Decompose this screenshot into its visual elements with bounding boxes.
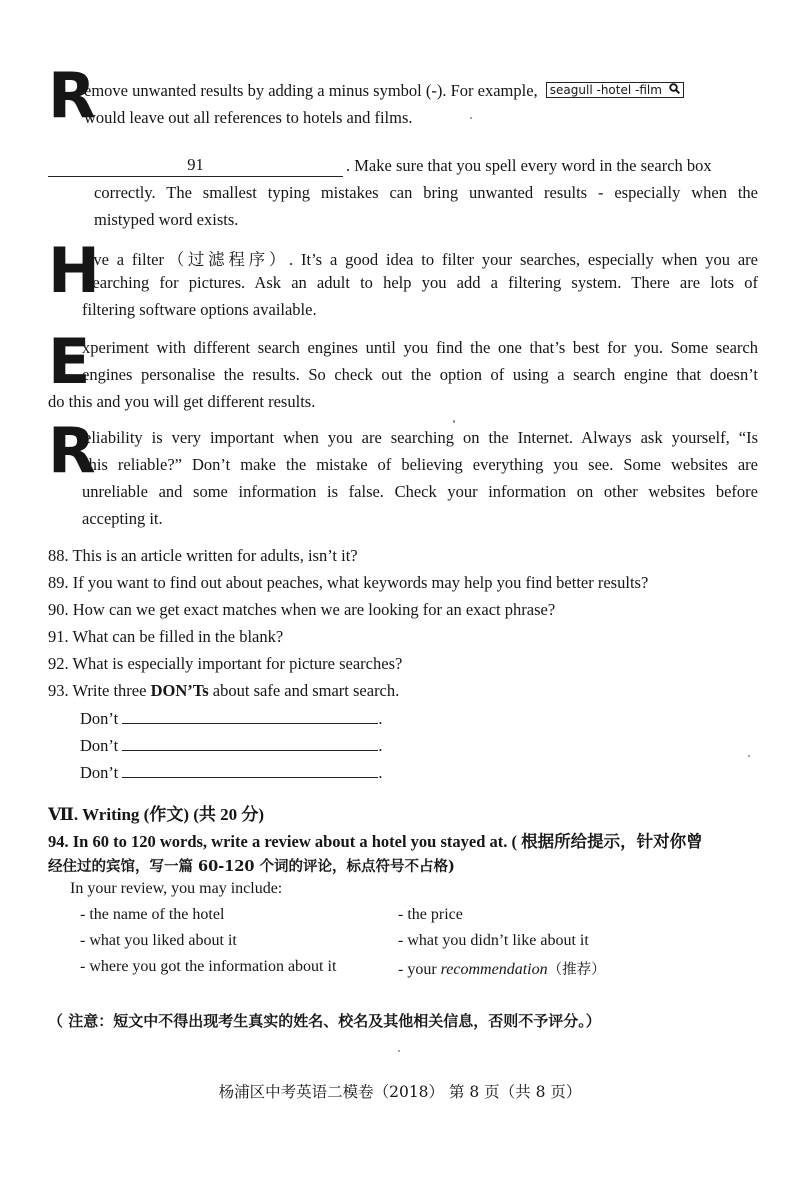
question-number: 93. (48, 681, 69, 700)
dont-answer-3 (80, 763, 382, 783)
dont-label: Don’t (80, 736, 119, 755)
tip-reliability-line3: unreliable and some information is false. Check your information on other websites before (82, 482, 758, 501)
blank-number: 91 (187, 155, 204, 174)
tip-blank-line3: mistyped word exists. (94, 210, 239, 229)
tip-experiment-line2: engines personalise the results. So check out the option of using a search engine that doesn’t (82, 365, 758, 384)
question-88 (48, 546, 358, 566)
question-91 (48, 627, 283, 647)
dont-label: Don’t (80, 763, 119, 782)
question-text: What can be filled in the blank? (72, 627, 284, 646)
writing-intro: In your review, you may include: (70, 880, 283, 897)
question-number: 92. (48, 654, 69, 673)
section-heading-writing: Ⅶ. Writing (作文) (共 20 分) (48, 805, 265, 824)
question-number: 90. (48, 600, 69, 619)
writing-prompt-line1: 94. In 60 to 120 words, write a review about a hotel you stayed at. ( 根据所给提示，针对你曾 (48, 832, 703, 851)
question-text: If you want to find out about peaches, what keywords may help you find better results? (72, 573, 649, 592)
tip-remove-line2: would leave out all references to hotels and films. (84, 108, 413, 127)
tip-reliability-line1: eliability is very important when you are searching on the Internet. Always ask yourself, “Is (84, 428, 758, 447)
drop-cap: R (48, 414, 94, 487)
search-example-text: seagull -hotel -film (549, 83, 662, 97)
scan-speck (398, 1050, 400, 1052)
tip-remove-line1: emove unwanted results by adding a minus symbol (-). For example, (84, 81, 538, 100)
tip-filter-line2: searching for pictures. Ask an adult to help you add a filtering system. There are lots of (86, 273, 758, 292)
tip-right-1: - the price (398, 906, 463, 923)
answer-blank[interactable] (122, 709, 378, 724)
scan-speck (453, 420, 455, 423)
drop-cap: R (48, 59, 94, 132)
scan-speck (470, 117, 472, 119)
question-text: This is an article written for adults, isn’t it? (72, 546, 358, 565)
dont-label: Don’t (80, 709, 119, 728)
question-number: 88. (48, 546, 69, 565)
tip-reliability (48, 414, 758, 535)
question-92 (48, 654, 402, 674)
tip-blank (48, 154, 758, 234)
page-footer: 杨浦区中考英语二模卷（2018） 第 8 页（共 8 页） (218, 1083, 582, 1101)
tip-experiment (48, 325, 758, 419)
writing-prompt-line2: 经住过的宾馆，写一篇 60-120 个词的评论，标点符号不占格) (48, 858, 455, 875)
search-example-box (546, 82, 684, 98)
question-text: What is especially important for picture searches? (72, 654, 403, 673)
drop-cap: H (48, 234, 98, 307)
tip-remove (48, 59, 758, 132)
period: . (378, 736, 383, 755)
period: . (378, 709, 383, 728)
drop-cap: E (48, 325, 89, 398)
tip-experiment-line3: do this and you will get different results. (48, 392, 316, 411)
tip-blank-line1: . Make sure that you spell every word in the search box (346, 156, 712, 175)
tip-left-3: - where you got the information about it (80, 958, 337, 975)
question-number: 89. (48, 573, 69, 592)
tip-left-2: - what you liked about it (80, 932, 237, 949)
writing-notice: （ 注意：短文中不得出现考生真实的姓名、校名及其他相关信息，否则不予评分。） (48, 1012, 601, 1030)
tip-left-1: - the name of the hotel (80, 906, 225, 923)
tip-filter-line1: ave a filter（过滤程序）. It’s a good idea to filter your searches, especially when you are (86, 250, 758, 269)
period: . (378, 763, 383, 782)
answer-blank[interactable] (122, 763, 378, 778)
question-text: Write three DON’Ts about safe and smart search. (72, 681, 400, 700)
question-text: How can we get exact matches when we are looking for an exact phrase? (72, 600, 556, 619)
search-icon (669, 83, 680, 97)
tip-right-2: - what you didn’t like about it (398, 932, 589, 949)
scan-speck (748, 755, 750, 757)
tip-blank-line2: correctly. The smallest typing mistakes can bring unwanted results - especially when the (94, 183, 758, 202)
dont-answer-2 (80, 736, 382, 756)
answer-blank[interactable] (122, 736, 378, 751)
tip-experiment-line1: xperiment with different search engines until you find the one that’s best for you. Some search (82, 338, 758, 357)
tip-filter-line3: filtering software options available. (82, 300, 317, 319)
tip-reliability-line4: accepting it. (82, 509, 163, 528)
question-89 (48, 573, 648, 593)
question-93 (48, 681, 399, 701)
tip-filter (48, 234, 758, 327)
tip-reliability-line2: this reliable?” Don’t make the mistake of believing everything you see. Some websites are (84, 455, 758, 474)
tip-right-3: - your recommendation（推荐） (398, 961, 606, 978)
question-90 (48, 600, 555, 620)
answer-blank-91[interactable] (48, 154, 343, 177)
dont-answer-1 (80, 709, 382, 729)
question-number: 91. (48, 627, 69, 646)
